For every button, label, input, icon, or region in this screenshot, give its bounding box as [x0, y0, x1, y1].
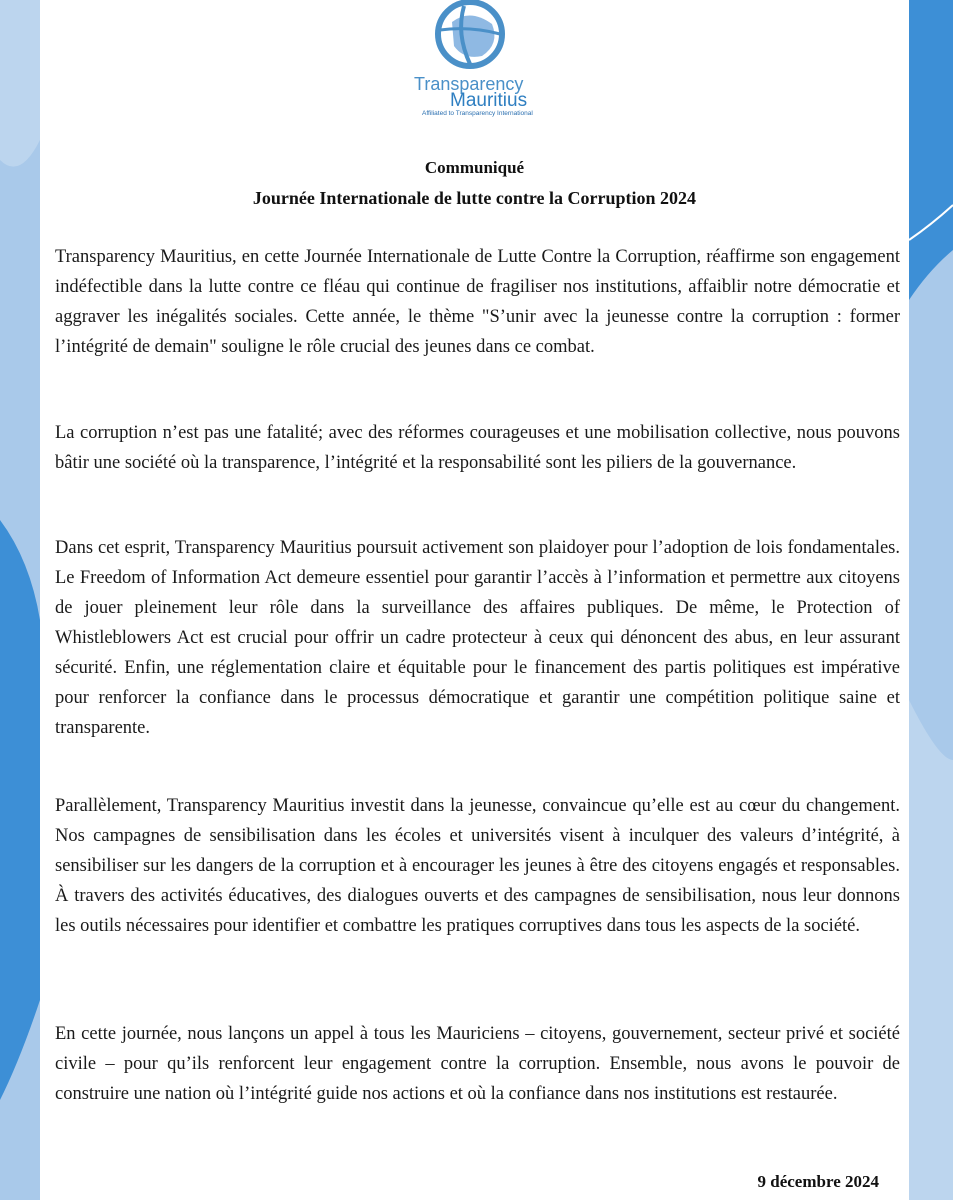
document-subtitle: Journée Internationale de lutte contre la Corruption 2024: [252, 188, 697, 208]
background-left-wave: [0, 0, 40, 1200]
globe-logo-icon: [430, 0, 520, 74]
organization-logo: [412, 0, 542, 122]
communique-date: 9 décembre 2024: [757, 1172, 879, 1191]
background-right-wave: [909, 0, 953, 1200]
paragraph-2: La corruption n’est pas une fatalité; avec des réformes courageuses et une mobilisation collective, nous pouvons bâtir une société où la transparence, l’intégrité et la responsabilité sont les piliers de la gouvernance.: [55, 423, 900, 473]
logo-name-line1: Transparency: [414, 74, 524, 94]
document-title: Communiqué: [424, 158, 525, 177]
communique-page: [40, 0, 909, 1200]
paragraph-4: Parallèlement, Transparency Mauritius investit dans la jeunesse, convaincue qu’elle est au cœur du changement. Nos campagnes de sensibilisation dans les écoles et universités visent à inculquer des valeurs d’intégrité, à sensibiliser sur les dangers de la corruption et à encourager les jeunes à être des citoyens engagés et responsables. À travers des activités éducatives, des dialogues ouverts et des campagnes de sensibilisation, nous leur donnons les outils nécessaires pour identifier et combattre les pratiques corruptives dans tous les aspects de la société.: [55, 796, 900, 936]
paragraph-3: Dans cet esprit, Transparency Mauritius poursuit activement son plaidoyer pour l’adoption de lois fondamentales. Le Freedom of Information Act demeure essentiel pour garantir l’accès à l’information et permettre aux citoyens de jouer pleinement leur rôle dans la surveillance des affaires publiques. De même, le Protection of Whistleblowers Act est crucial pour offrir un cadre protecteur à ceux qui dénoncent des abus, en leur assurant sécurité. Enfin, une réglementation claire et équitable pour le financement des partis politiques est impérative pour renforcer la confiance dans le processus démocratique et garantir une compétition politique saine et transparente.: [55, 538, 900, 738]
logo-name-line2: Mauritius: [450, 90, 528, 111]
paragraph-5: En cette journée, nous lançons un appel à tous les Mauriciens – citoyens, gouvernement, secteur privé et société civile – pour qu’ils renforcent leur engagement contre la corruption. Ensemble, nous avons le pouvoir de construire une nation où l’intégrité guide nos actions et où la confiance dans nos institutions est restaurée.: [55, 1024, 900, 1104]
logo-tagline: Affiliated to Transparency International: [422, 110, 533, 117]
paragraph-1: Transparency Mauritius, en cette Journée Internationale de Lutte Contre la Corruption, réaffirme son engagement indéfectible dans la lutte contre ce fléau qui continue de fragiliser nos institutions, affaiblir notre démocratie et aggraver les inégalités sociales. Cette année, le thème "S’unir avec la jeunesse contre la corruption : former l’intégrité de demain" souligne le rôle crucial des jeunes dans ce combat.: [55, 247, 900, 357]
